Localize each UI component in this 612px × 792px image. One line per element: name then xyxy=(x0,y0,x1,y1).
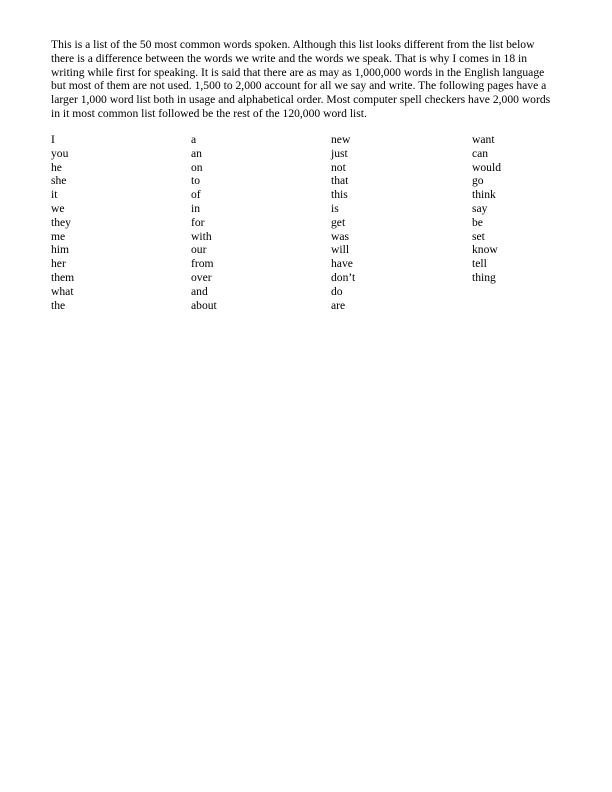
word-column-1 xyxy=(51,133,74,312)
word-item: do xyxy=(331,284,343,298)
word-item: set xyxy=(472,229,485,243)
word-item: from xyxy=(191,257,214,271)
intro-line: there is a difference between the words we write and the words we speak. That is why I comes in 18 in xyxy=(51,51,528,65)
intro-line: larger 1,000 word list both in usage and alphabetical order. Most computer spell checkers have 2,000 words xyxy=(51,93,551,107)
word-item: just xyxy=(331,146,348,160)
word-item: are xyxy=(331,298,346,312)
word-item: of xyxy=(191,188,201,202)
word-item: and xyxy=(191,284,208,298)
word-column-2 xyxy=(191,133,217,312)
word-item: her xyxy=(51,257,66,271)
word-item: want xyxy=(472,133,495,146)
word-item: about xyxy=(191,298,217,312)
word-item: would xyxy=(472,160,501,174)
word-item: it xyxy=(51,188,58,202)
word-item: be xyxy=(472,215,483,229)
word-item: for xyxy=(191,215,205,229)
word-item: over xyxy=(191,270,212,284)
word-item: was xyxy=(331,229,350,243)
word-item: what xyxy=(51,284,74,298)
word-item: know xyxy=(472,243,498,257)
word-item: they xyxy=(51,215,71,229)
word-item: new xyxy=(331,133,351,146)
word-item: you xyxy=(51,146,69,160)
word-item: can xyxy=(472,146,489,160)
intro-line: but most of them are not used. 1,500 to 2,000 account for all we say and write. The following pages have a xyxy=(51,79,547,93)
word-item: get xyxy=(331,215,346,229)
word-item: this xyxy=(331,188,348,202)
word-item: to xyxy=(191,174,201,188)
word-item: on xyxy=(191,160,203,174)
word-item: tell xyxy=(472,257,487,271)
word-item: think xyxy=(472,188,496,202)
word-column-4 xyxy=(472,133,501,285)
word-item: we xyxy=(51,201,65,215)
word-item: in xyxy=(191,201,201,215)
intro-line: in it most common list followed be the rest of the 120,000 word list. xyxy=(51,106,367,120)
word-column-3 xyxy=(331,133,355,312)
word-item: him xyxy=(51,243,70,257)
word-item: thing xyxy=(472,270,496,284)
word-item: I xyxy=(51,133,55,146)
word-item: go xyxy=(472,174,484,188)
word-item: the xyxy=(51,298,66,312)
intro-paragraph xyxy=(51,38,573,121)
word-item: have xyxy=(331,257,353,271)
word-item: is xyxy=(331,201,339,215)
word-item: a xyxy=(191,133,197,146)
word-item: me xyxy=(51,229,66,243)
intro-line: writing while first for speaking. It is said that there are as may as 1,000,000 words in the English language xyxy=(51,65,545,79)
word-item: say xyxy=(472,201,488,215)
word-item: he xyxy=(51,160,62,174)
word-item: not xyxy=(331,160,346,174)
word-item: will xyxy=(331,243,350,257)
word-item: don’t xyxy=(331,270,356,284)
word-item: that xyxy=(331,174,349,188)
word-item: she xyxy=(51,174,67,188)
word-item: our xyxy=(191,243,207,257)
word-item: with xyxy=(191,229,212,243)
word-item: an xyxy=(191,146,202,160)
word-item: them xyxy=(51,270,75,284)
intro-line: This is a list of the 50 most common words spoken. Although this list looks different from the list below xyxy=(51,38,535,51)
